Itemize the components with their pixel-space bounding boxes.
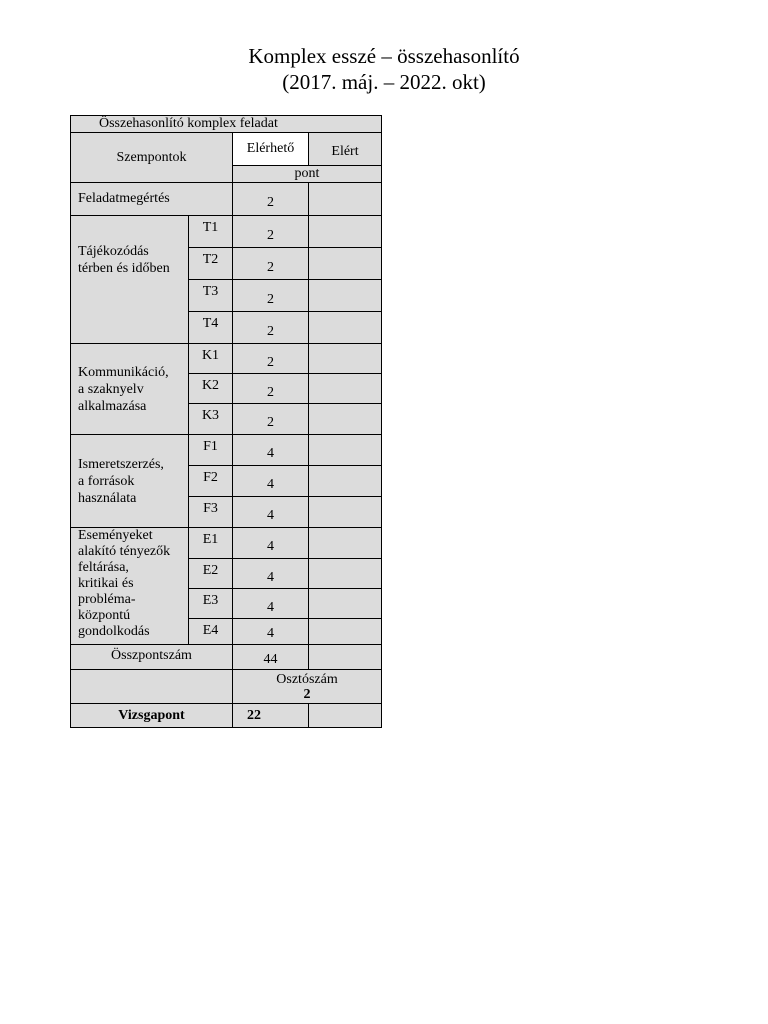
col-pont: pont [233, 166, 382, 183]
criterion-points: 2 [233, 344, 309, 374]
vizsgapont-label: Vizsgapont [71, 704, 233, 728]
score-cell [309, 216, 382, 248]
empty-cell [71, 670, 233, 704]
criterion-points: 4 [233, 619, 309, 645]
col-elerheto: Elérhető [233, 133, 309, 166]
criterion-code: K2 [189, 374, 233, 404]
criterion-points: 2 [233, 280, 309, 312]
criterion-code: E1 [189, 528, 233, 559]
scoring-table [70, 115, 382, 728]
criterion-points: 2 [233, 216, 309, 248]
osztoszam-cell [233, 670, 382, 704]
row-label-feladatmegertes: Feladatmegértés [71, 183, 233, 216]
group-label-esemenyeket: Eseményeket alakító tényezők feltárása, kritikai és probléma- központú gondolkodás [71, 528, 189, 645]
score-cell [309, 559, 382, 589]
group-label-kommunikacio: Kommunikáció, a szaknyelv alkalmazása [71, 344, 189, 435]
group-label-ismeretszerzes: Ismeretszerzés, a források használata [71, 435, 189, 528]
criterion-code: E3 [189, 589, 233, 619]
criterion-points: 4 [233, 497, 309, 528]
criterion-code: T2 [189, 248, 233, 280]
score-cell [309, 589, 382, 619]
score-cell [309, 466, 382, 497]
points-feladatmegertes: 2 [233, 183, 309, 216]
score-cell [309, 374, 382, 404]
criterion-code: F3 [189, 497, 233, 528]
criterion-points: 4 [233, 589, 309, 619]
group-label-tajekozodas: Tájékozódás térben és időben [71, 216, 189, 344]
score-cell [309, 344, 382, 374]
vizsgapont-value: 22 [233, 704, 309, 728]
criterion-code: K1 [189, 344, 233, 374]
score-cell [309, 312, 382, 344]
criterion-points: 4 [233, 435, 309, 466]
criterion-code: T1 [189, 216, 233, 248]
score-cell [309, 248, 382, 280]
col-elert: Elért [309, 133, 382, 166]
score-cell [309, 280, 382, 312]
criterion-code: T4 [189, 312, 233, 344]
osszpontszam-label: Összpontszám [71, 645, 233, 670]
score-cell [309, 704, 382, 728]
page-title: Komplex esszé – összehasonlító [248, 44, 520, 68]
score-cell [309, 645, 382, 670]
osszpontszam-value: 44 [233, 645, 309, 670]
criterion-code: F2 [189, 466, 233, 497]
criterion-points: 2 [233, 374, 309, 404]
criterion-points: 4 [233, 559, 309, 589]
score-cell [309, 619, 382, 645]
score-cell [309, 497, 382, 528]
osztoszam-value: 2 [303, 686, 311, 702]
criterion-code: E4 [189, 619, 233, 645]
criterion-points: 4 [233, 528, 309, 559]
osztoszam-label: Osztószám [276, 671, 338, 687]
score-cell [309, 528, 382, 559]
criterion-code: K3 [189, 404, 233, 435]
criterion-code: F1 [189, 435, 233, 466]
criterion-points: 4 [233, 466, 309, 497]
score-cell [309, 404, 382, 435]
criterion-code: E2 [189, 559, 233, 589]
criterion-points: 2 [233, 404, 309, 435]
table-header: Összehasonlító komplex feladat [71, 116, 382, 133]
col-szempontok: Szempontok [71, 133, 233, 183]
criterion-points: 2 [233, 312, 309, 344]
criterion-points: 2 [233, 248, 309, 280]
criterion-code: T3 [189, 280, 233, 312]
score-cell [309, 435, 382, 466]
score-cell [309, 183, 382, 216]
page-subtitle: (2017. máj. – 2022. okt) [282, 70, 486, 94]
